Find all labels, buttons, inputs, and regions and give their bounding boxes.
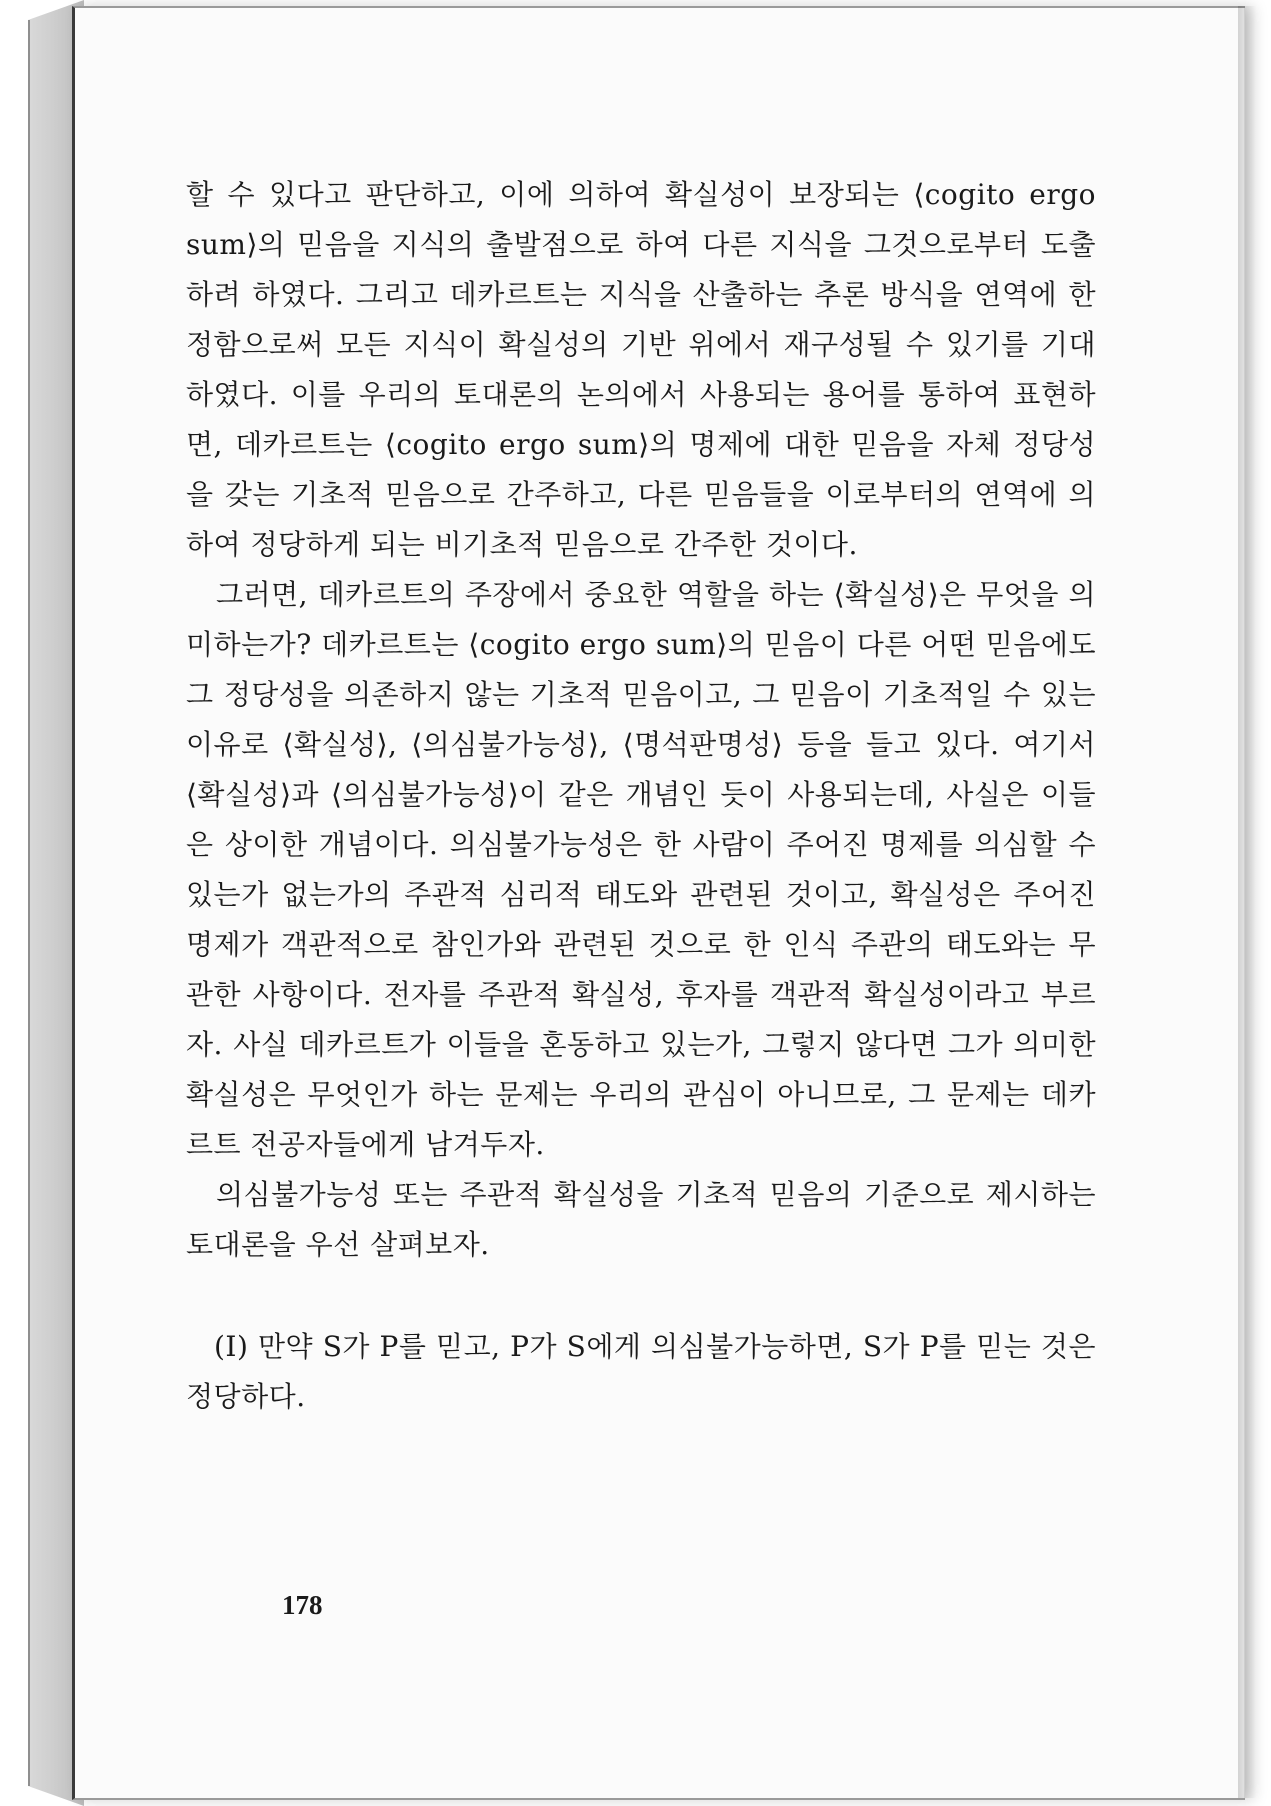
page-shadow [1238, 6, 1256, 1798]
body-text [186, 170, 1096, 1422]
spine-edge [28, 20, 30, 1786]
proposition-1: (I) 만약 S가 P를 믿고, P가 S에게 의심불가능하면, S가 P를 믿는 것은 정당하다. [186, 1330, 1096, 1413]
paragraph-1: 할 수 있다고 판단하고, 이에 의하여 확실성이 보장되는 ⟨cogito ergo sum⟩의 믿음을 지식의 출발점으로 하여 다른 지식을 그것으로부터 도출하려 하였다. 그리고 데카르트는 지식을 산출하는 추론 방식을 연역에 한정함으로써 모든 지식이 확실성의 기반 위에서 재구성될 수 있기를 기대하였다. 이를 우리의 토대론의 논의에서 사용되는 용어를 통하여 표현하면, 데카르트는 ⟨cogito ergo sum⟩의 명제에 대한 믿음을 자체 정당성을 갖는 기초적 믿음으로 간주하고, 다른 믿음들을 이로부터의 연역에 의하여 정당하게 되는 비기초적 믿음으로 간주한 것이다. [186, 178, 1096, 561]
paragraph-2: 그러면, 데카르트의 주장에서 중요한 역할을 하는 ⟨확실성⟩은 무엇을 의미하는가? 데카르트는 ⟨cogito ergo sum⟩의 믿음이 다른 어떤 믿음에도 그 정당성을 의존하지 않는 기초적 믿음이고, 그 믿음이 기초적일 수 있는 이유로 ⟨확실성⟩, ⟨의심불가능성⟩, ⟨명석판명성⟩ 등을 들고 있다. 여기서 ⟨확실성⟩과 ⟨의심불가능성⟩이 같은 개념인 듯이 사용되는데, 사실은 이들은 상이한 개념이다. 의심불가능성은 한 사람이 주어진 명제를 의심할 수 있는가 없는가의 주관적 심리적 태도와 관련된 것이고, 확실성은 주어진 명제가 객관적으로 참인가와 관련된 것으로 한 인식 주관의 태도와는 무관한 사항이다. 전자를 주관적 확실성, 후자를 객관적 확실성이라고 부르자. 사실 데카르트가 이들을 혼동하고 있는가, 그렇지 않다면 그가 의미한 확실성은 무엇인가 하는 문제는 우리의 관심이 아니므로, 그 문제는 데카르트 전공자들에게 남겨두자. [186, 578, 1096, 1161]
page-number: 178 [282, 1590, 323, 1620]
paragraph-3: 의심불가능성 또는 주관적 확실성을 기초적 믿음의 기준으로 제시하는 토대론을 우선 살펴보자. [186, 1178, 1096, 1261]
